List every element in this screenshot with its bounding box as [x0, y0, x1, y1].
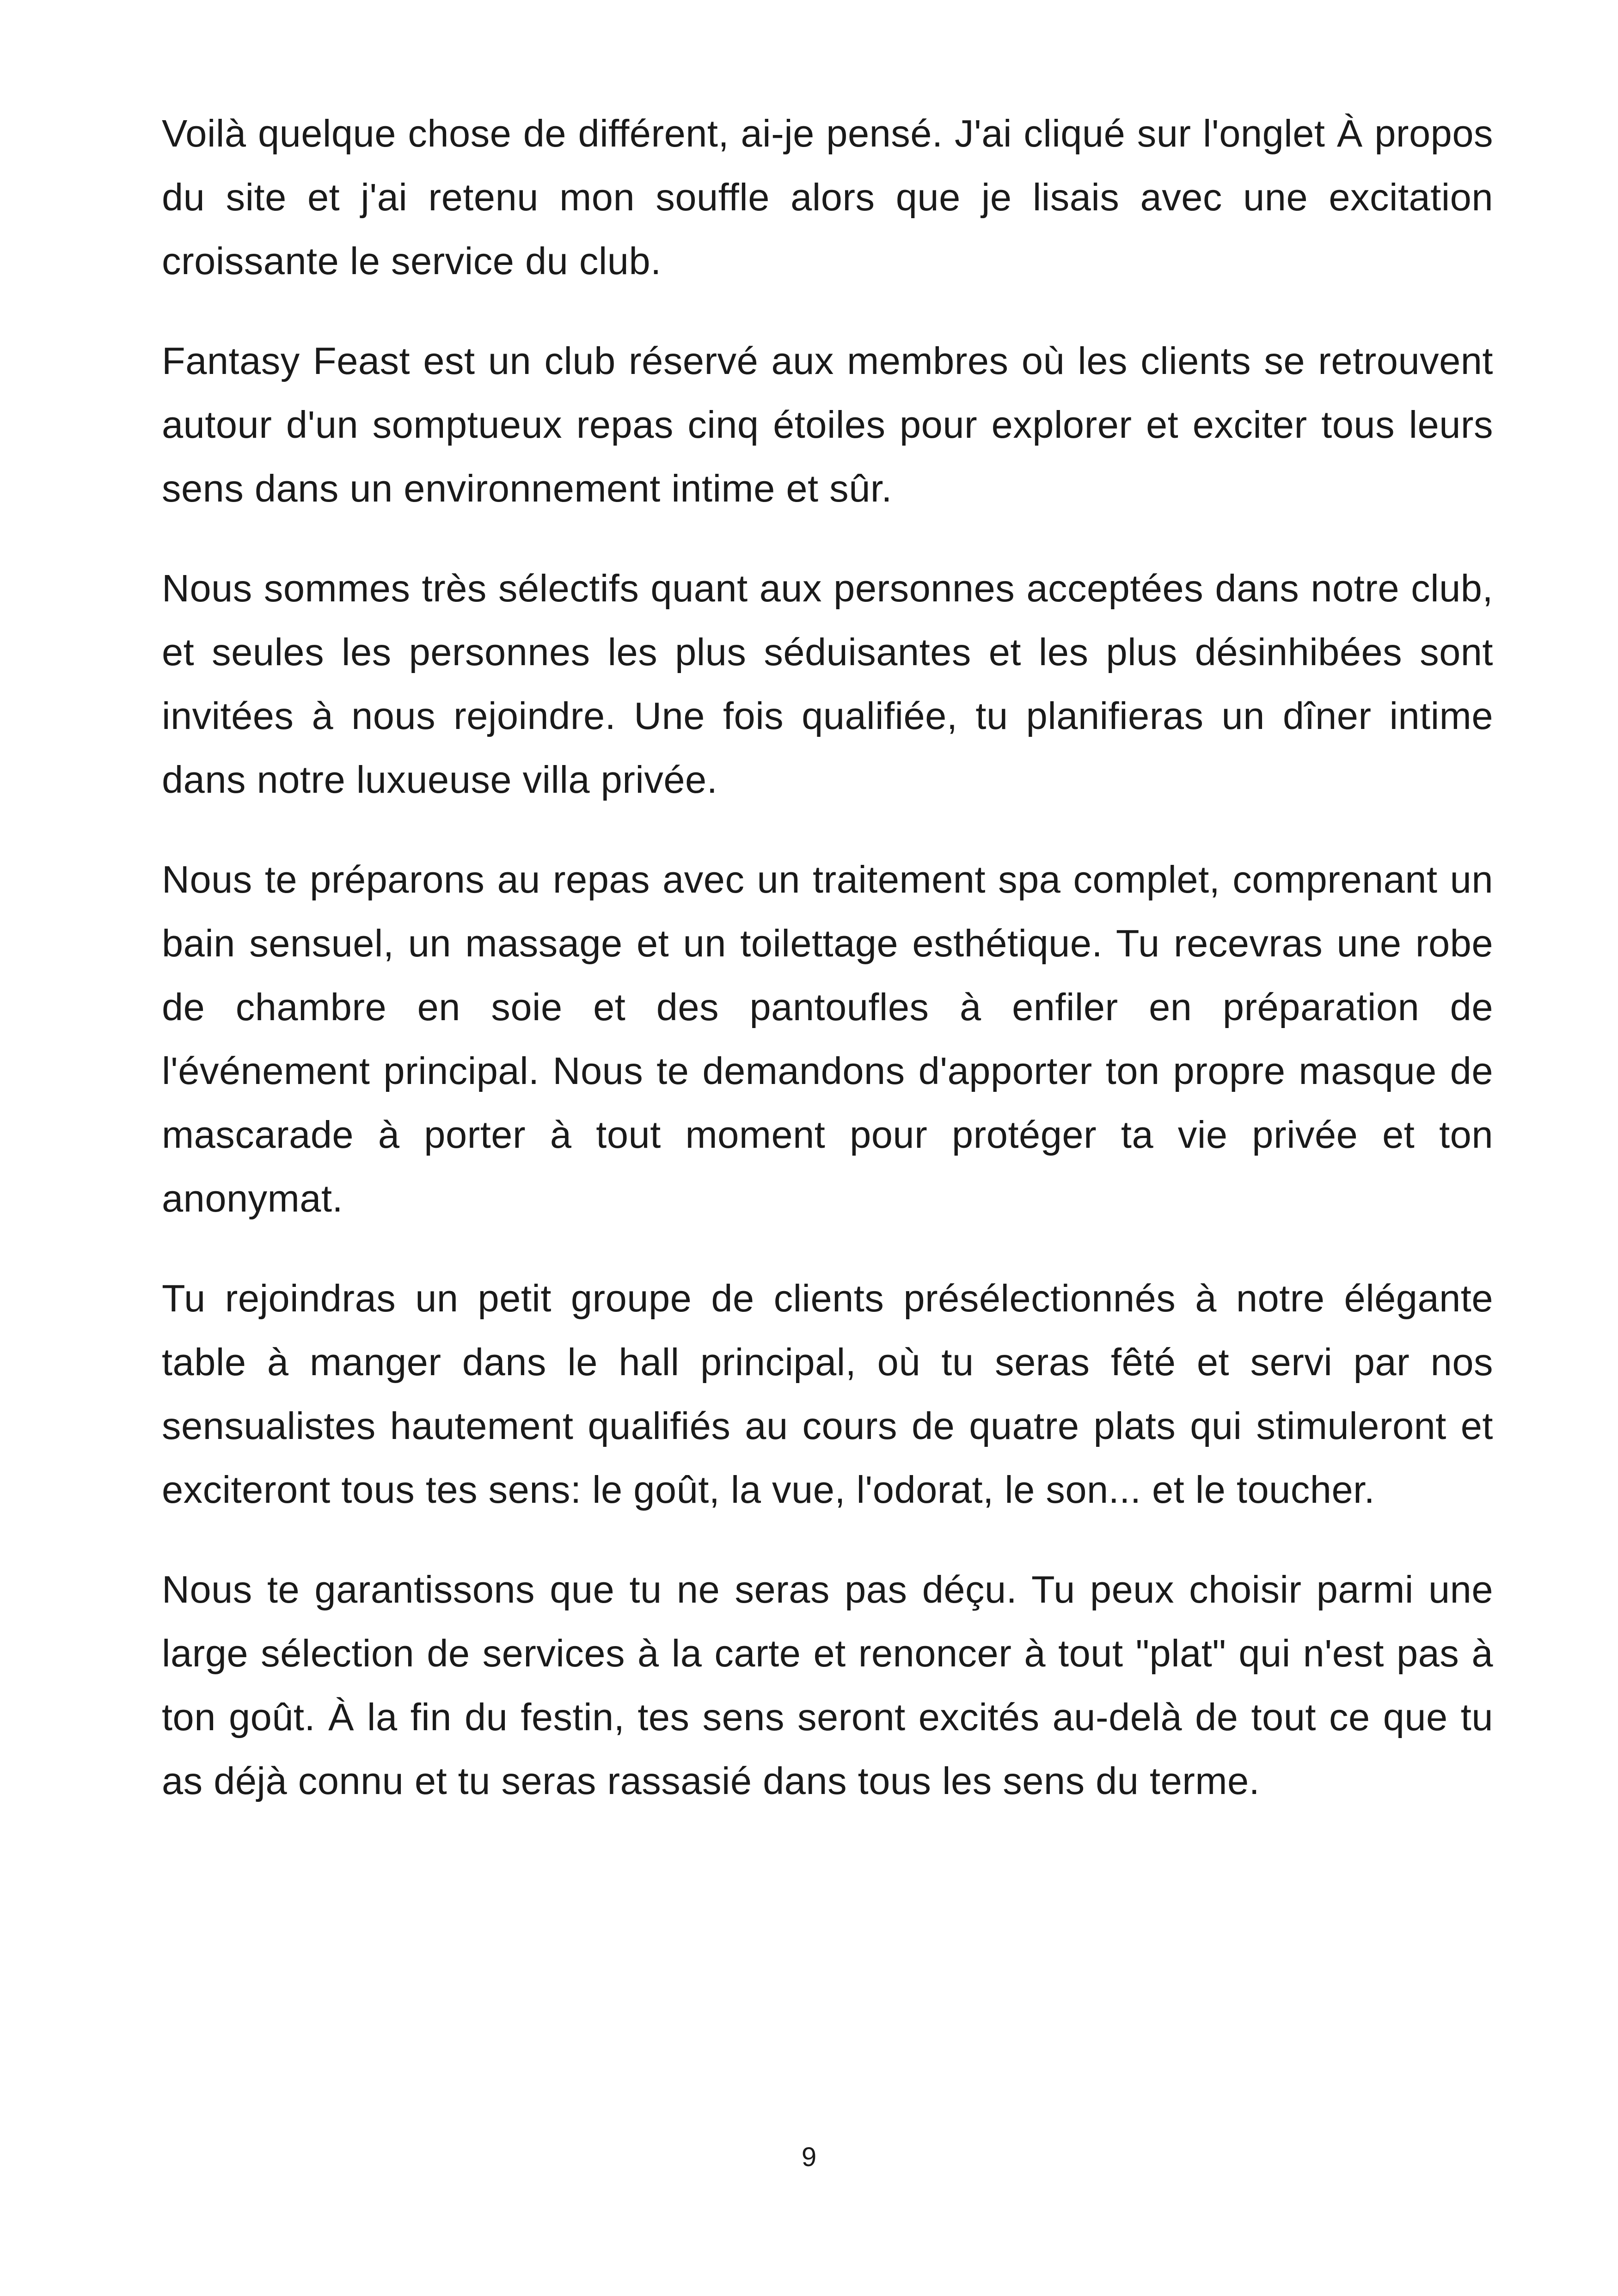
- page-number: 9: [801, 2142, 817, 2172]
- paragraph-6: Nous te garantissons que tu ne seras pas déçu. Tu peux choisir parmi une large sélection de services à la carte et renoncer à tout "plat" qui n'est pas à ton goût. À la fin du festin, tes sens seront excités au-delà de tout ce que tu as déjà connu et tu seras rassasié dans tous les sens du terme.: [162, 1568, 1493, 1802]
- paragraph-5: Tu rejoindras un petit groupe de clients présélectionnés à notre élégante table à manger dans le hall principal, où tu seras fêté et servi par nos sensualistes hautement qualifiés au cours de quatre plats qui stimuleront et exciteront tous tes sens: le goût, la vue, l'odorat, le son... et le toucher.: [162, 1277, 1493, 1511]
- paragraph-4: Nous te préparons au repas avec un traitement spa complet, comprenant un bain sensuel, un massage et un toilettage esthétique. Tu recevras une robe de chambre en soie et des pantoufles à enfiler en préparation de l'événement principal. Nous te demandons d'apporter ton propre masque de mascarade à porter à tout moment pour protéger ta vie privée et ton anonymat.: [162, 858, 1493, 1220]
- paragraph-1: Voilà quelque chose de différent, ai-je pensé. J'ai cliqué sur l'onglet À propos du site et j'ai retenu mon souffle alors que je lisais avec une excitation croissante le service du club.: [162, 112, 1493, 282]
- paragraph-2: Fantasy Feast est un club réservé aux membres où les clients se retrouvent autour d'un somptueux repas cinq étoiles pour explorer et exciter tous leurs sens dans un environnement intime et sûr.: [162, 339, 1493, 510]
- paragraph-3: Nous sommes très sélectifs quant aux personnes acceptées dans notre club, et seules les personnes les plus séduisantes et les plus désinhibées sont invitées à nous rejoindre. Une fois qualifiée, tu planifieras un dîner intime dans notre luxueuse villa privée.: [162, 567, 1493, 801]
- body-text: [162, 102, 1493, 1849]
